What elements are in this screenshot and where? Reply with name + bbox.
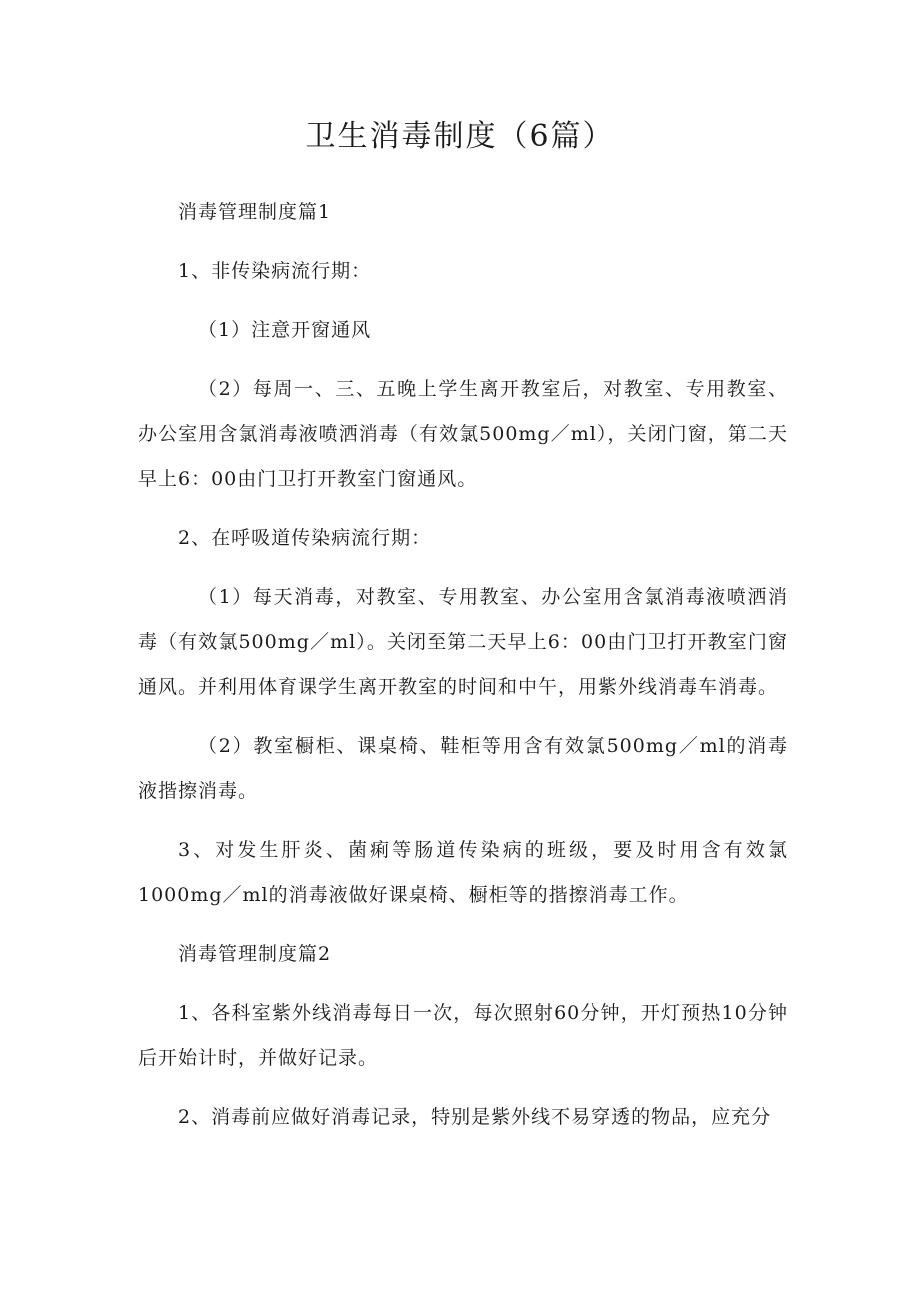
paragraph: （1）注意开窗通风 — [198, 319, 372, 341]
paragraph: 1、各科室紫外线消毒每日一次，每次照射60分钟，开灯预热10分钟后开始计时，并做好记录。 — [138, 1002, 788, 1069]
paragraph: 3、对发生肝炎、菌痢等肠道传染病的班级，要及时用含有效氯1000mg／ml的消毒液做好课桌椅、橱柜等的揩擦消毒工作。 — [138, 839, 788, 906]
paragraph: 1、非传染病流行期： — [178, 260, 372, 282]
paragraph: 2、在呼吸道传染病流行期： — [178, 527, 432, 549]
document-title: 卫生消毒制度（6篇） — [305, 119, 615, 154]
section-heading: 消毒管理制度篇2 — [178, 943, 332, 965]
paragraph: （2）每周一、三、五晚上学生离开教室后，对教室、专用教室、办公室用含氯消毒液喷洒消毒（有效氯500mg／ml），关闭门窗，第二天早上6：00由门卫打开教室门窗通风。 — [138, 378, 788, 490]
paragraph: （2）教室橱柜、课桌椅、鞋柜等用含有效氯500mg／ml的消毒液揩擦消毒。 — [138, 735, 788, 802]
section-heading: 消毒管理制度篇1 — [178, 201, 332, 223]
paragraph: （1）每天消毒，对教室、专用教室、办公室用含氯消毒液喷洒消毒（有效氯500mg／ml）。关闭至第二天早上6：00由门卫打开教室门窗通风。并利用体育课学生离开教室的时间和中午，用紫外线消毒车消毒。 — [138, 586, 788, 698]
paragraph: 2、消毒前应做好消毒记录，特别是紫外线不易穿透的物品，应充分 — [178, 1106, 772, 1128]
document-body — [138, 190, 788, 1154]
